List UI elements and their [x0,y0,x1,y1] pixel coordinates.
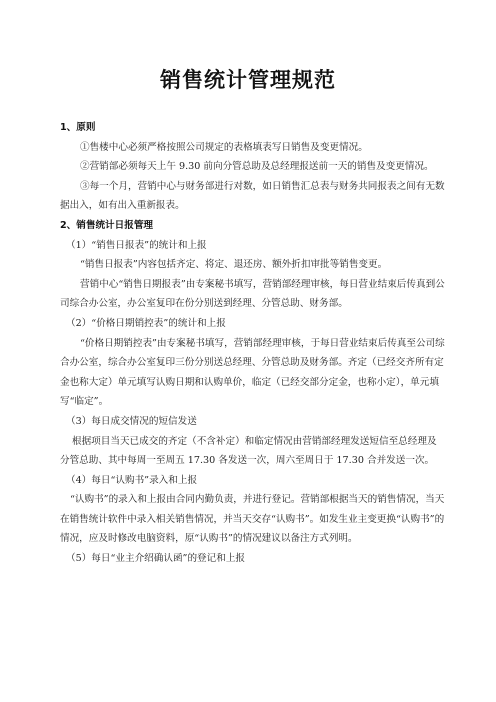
paragraph: “价格日期销控表”由专案秘书填写，营销部经理审核，于每日营业结束后传真至公司综合办公室，综合办公室复印三份分别送总经理、分管总助及财务部。齐定（已经交齐所有定金也称大定）单元填写认购日期和认购单价，临定（已经交部分定金，也称小定），单元填写“临定”。 [60,337,445,408]
subsection-heading: （3）每日成交情况的短信发送 [66,415,197,427]
subsection-heading: （5）每日“业主介绍确认函”的登记和上报 [66,553,246,565]
subsection-heading: （1）“销售日报表”的统计和上报 [66,239,207,251]
document-title: 销售统计管理规范 [160,68,336,92]
section-heading-principles: 1、原则 [60,122,96,133]
paragraph: ③每一个月，营销中心与财务部进行对数，如日销售汇总表与财务共同报表之间有无数据出入，如有出入重新报表。 [60,180,445,212]
paragraph: “销售日报表”内容包括齐定、将定、退还房、额外折扣审批等销售变更。 [80,259,388,271]
subsection-heading: （2）“价格日期销控表”的统计和上报 [66,317,226,329]
paragraph: ②营销部必须每天上午 9.30 前向分管总助及总经理报送前一天的销售及变更情况。 [80,161,434,173]
paragraph: 营销中心“销售日期报表”由专案秘书填写，营销部经理审核，每日营业结束后传真到公司综合办公室，办公室复印在份分别送到经理、分管总助、财务部。 [60,278,445,310]
section-heading-daily-report: 2、销售统计日报管理 [60,219,154,231]
paragraph: ①售楼中心必须严格按照公司规定的表格填表写日销售及变更情况。 [80,141,368,153]
paragraph: 根据项目当天已成交的齐定（不含补定）和临定情况由营销部经理发送短信至总经理及分管总助、其中每周一至周五 17.30 各发送一次，周六至周日于 17.30 合并发送一次。 [60,435,437,467]
document-body [60,118,446,569]
subsection-heading: （4）每日“认购书”录入和上报 [66,474,198,486]
paragraph: “认购书”的录入和上报由合同内勤负责，并进行登记。营销部根据当天的销售情况，当天在销售统计软件中录入相关销售情况，并当天交存“认购书”。如发生业主变更换“认购书”的情况，应及时修改电脑资料，原“认购书”的情况建议以备注方式列明。 [60,494,445,545]
